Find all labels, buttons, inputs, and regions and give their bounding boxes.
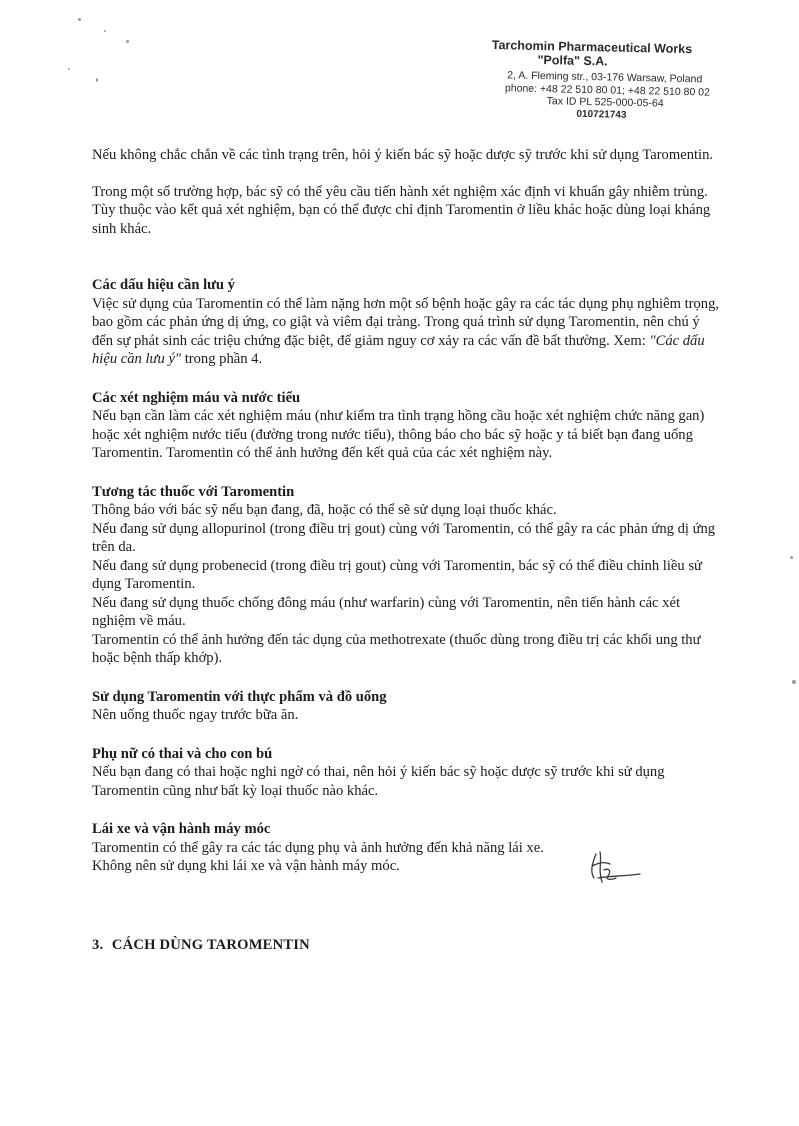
interactions-line: Nếu đang sử dụng allopurinol (trong điều trị gout) cùng với Taromentin, có thể gây ra các phản ứng dị ứng trên da.	[92, 520, 716, 555]
driving-line-1: Taromentin có thể gây ra các tác dụng phụ và ảnh hưởng đến khả năng lái xe.	[92, 839, 544, 856]
scan-speck	[126, 40, 129, 43]
blood-tests-heading: Các xét nghiệm máu và nước tiểu	[92, 389, 301, 406]
signs-tail: trong phần 4.	[181, 351, 263, 367]
interactions-heading: Tương tác thuốc với Taromentin	[92, 483, 295, 500]
section-3-number: 3.	[92, 936, 104, 953]
driving-heading: Lái xe và vận hành máy móc	[92, 821, 271, 837]
driving-line-2: Không nên sử dụng khi lái xe và vận hành máy móc.	[92, 858, 400, 874]
intro-paragraph-2: Trong một số trường hợp, bác sỹ có thể yêu cầu tiến hành xét nghiệm xác định vi khuẩn gây nhiễm trùng.	[92, 183, 708, 200]
handwritten-signature	[582, 848, 642, 888]
signs-paragraph	[92, 295, 720, 369]
scan-speck	[78, 18, 81, 21]
scan-speck	[790, 556, 793, 559]
stamp-phone: phone: +48 22 510 80 01; +48 22 510 80 02	[504, 81, 710, 99]
pregnancy-heading: Phụ nữ có thai và cho con bú	[92, 745, 273, 762]
scan-speck	[792, 680, 796, 684]
interactions-line: Thông báo với bác sỹ nếu bạn đang, đã, hoặc có thể sẽ sử dụng loại thuốc khác.	[92, 502, 557, 518]
interactions-line: Nếu đang sử dụng probenecid (trong điều trị gout) cùng với Taromentin, bác sỹ có thể điều chỉnh liều sử dụng Taromentin.	[92, 557, 702, 592]
pregnancy-paragraph: Nếu bạn đang có thai hoặc nghi ngờ có thai, nên hỏi ý kiến bác sỹ hoặc dược sỹ trước khi sử dụng Taromentin cũng như bất kỳ loại thuốc nào khác.	[92, 764, 665, 799]
section-3-title-text: CÁCH DÙNG TAROMENTIN	[111, 936, 310, 953]
interactions-line: Taromentin có thể ảnh hưởng đến tác dụng của methotrexate (thuốc dùng trong điều trị các khối ung thư hoặc bệnh thấp khớp).	[92, 631, 701, 666]
section-3-title	[92, 936, 720, 955]
signs-body: Việc sử dụng của Taromentin có thể làm nặng hơn một số bệnh hoặc gây ra các tác dụng phụ nghiêm trọng, bao gồm các phản ứng dị ứng, co giật và viêm đại tràng. Trong quá trình sử dụng Taromentin, nên chú ý đến sự phát sinh các triệu chứng đặc biệt, để giảm nguy cơ xảy ra các vấn đề bất thường. Xem:	[92, 295, 720, 349]
scan-speck	[68, 68, 70, 70]
interactions-line: Nếu đang sử dụng thuốc chống đông máu (như warfarin) cùng với Taromentin, nên tiến hành các xét nghiệm về máu.	[92, 594, 680, 629]
company-stamp	[490, 38, 728, 124]
intro-paragraph-3: Tùy thuộc vào kết quả xét nghiệm, bạn có thể được chỉ định Taromentin ở liều khác hoặc dùng loại kháng sinh khác.	[92, 202, 711, 237]
blood-tests-paragraph: Nếu bạn cần làm các xét nghiệm máu (như kiểm tra tình trạng hồng cầu hoặc xét nghiệm chức năng gan) hoặc xét nghiệm nước tiểu (đường trong nước tiểu), thông báo cho bác sỹ hoặc y tá biết bạn đang uống Taromentin. Taromentin có thể ảnh hưởng đến kết quả của các xét nghiệm này.	[92, 408, 705, 461]
intro-paragraph-1: Nếu không chắc chắn về các tình trạng trên, hỏi ý kiến bác sỹ hoặc dược sỹ trước khi sử dụng Taromentin.	[92, 147, 714, 163]
stamp-code: 010721743	[576, 108, 627, 121]
stamp-address: 2, A. Fleming str., 03-176 Warsaw, Poland	[507, 69, 703, 86]
stamp-company-name: Tarchomin Pharmaceutical Works	[491, 38, 693, 57]
document-body	[92, 146, 720, 954]
stamp-company-suffix: "Polfa" S.A.	[537, 52, 608, 69]
food-paragraph: Nên uống thuốc ngay trước bữa ăn.	[92, 707, 299, 723]
signs-heading: Các dấu hiệu cần lưu ý	[92, 277, 235, 293]
food-heading: Sử dụng Taromentin với thực phẩm và đồ uống	[92, 688, 387, 705]
scan-speck	[96, 78, 98, 82]
stamp-tax-id: Tax ID PL 525-000-05-64	[546, 95, 664, 110]
scan-speck	[104, 30, 106, 32]
signs-reference: "Các dấu hiệu cần lưu ý"	[92, 332, 705, 367]
